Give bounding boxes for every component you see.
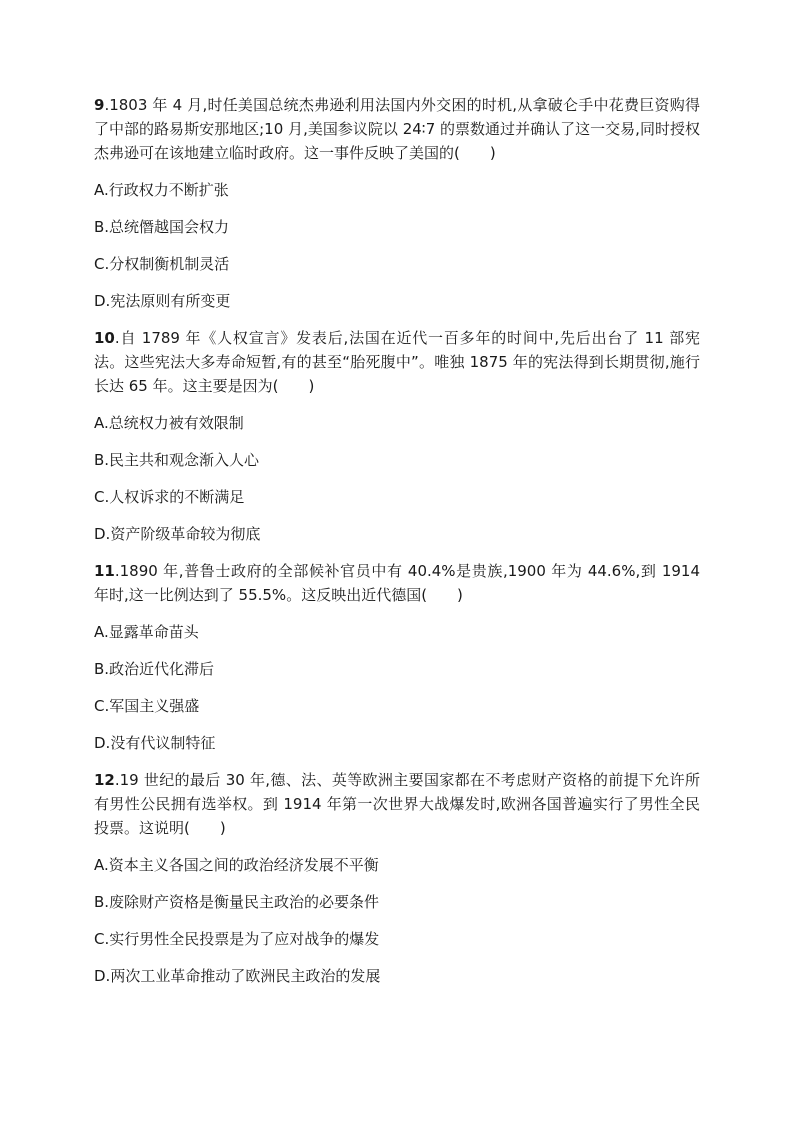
option-a: A.行政权力不断扩张 [94, 181, 229, 199]
option-b: B.民主共和观念渐入人心 [94, 451, 260, 469]
document-page [94, 93, 700, 1001]
option-c: C.人权诉求的不断满足 [94, 488, 245, 506]
option-c: C.分权制衡机制灵活 [94, 255, 230, 273]
option-b: B.总统僭越国会权力 [94, 218, 230, 236]
question-text: .1803 年 4 月,时任美国总统杰弗逊利用法国内外交困的时机,从拿破仑手中花费巨资购得了中部的路易斯安那地区;10 月,美国参议院以 24∶7 的票数通过并确认了这一交易,同时授权杰弗逊可在该地建立临时政府。这一事件反映了美国的( ) [94, 96, 700, 162]
question-12 [94, 768, 700, 988]
option-d: D.资产阶级革命较为彻底 [94, 525, 261, 543]
question-stem [94, 93, 700, 165]
option-a: A.显露革命苗头 [94, 623, 199, 641]
option-d: D.两次工业革命推动了欧洲民主政治的发展 [94, 967, 381, 985]
question-stem [94, 326, 700, 398]
option-a: A.资本主义各国之间的政治经济发展不平衡 [94, 856, 379, 874]
question-11 [94, 559, 700, 755]
option-a: A.总统权力被有效限制 [94, 414, 244, 432]
option-d: D.宪法原则有所变更 [94, 292, 231, 310]
question-number: 10 [94, 329, 115, 347]
option-c: C.实行男性全民投票是为了应对战争的爆发 [94, 930, 380, 948]
question-text: .19 世纪的最后 30 年,德、法、英等欧洲主要国家都在不考虑财产资格的前提下允许所有男性公民拥有选举权。到 1914 年第一次世界大战爆发时,欧洲各国普遍实行了男性全民投票。这说明( ) [94, 771, 700, 837]
option-d: D.没有代议制特征 [94, 734, 216, 752]
question-text: .1890 年,普鲁士政府的全部候补官员中有 40.4%是贵族,1900 年为 44.6%,到 1914 年时,这一比例达到了 55.5%。这反映出近代德国( ) [94, 562, 700, 604]
question-text: .自 1789 年《人权宣言》发表后,法国在近代一百多年的时间中,先后出台了 11 部宪法。这些宪法大多寿命短暂,有的甚至“胎死腹中”。唯独 1875 年的宪法得到长期贯彻,施行长达 65 年。这主要是因为( ) [94, 329, 700, 395]
option-b: B.政治近代化滞后 [94, 660, 215, 678]
question-stem [94, 768, 700, 840]
option-c: C.军国主义强盛 [94, 697, 200, 715]
question-number: 12 [94, 771, 115, 789]
question-stem [94, 559, 700, 607]
question-9 [94, 93, 700, 313]
option-b: B.废除财产资格是衡量民主政治的必要条件 [94, 893, 380, 911]
question-10 [94, 326, 700, 546]
question-number: 11 [94, 562, 115, 580]
question-number: 9 [94, 96, 105, 114]
